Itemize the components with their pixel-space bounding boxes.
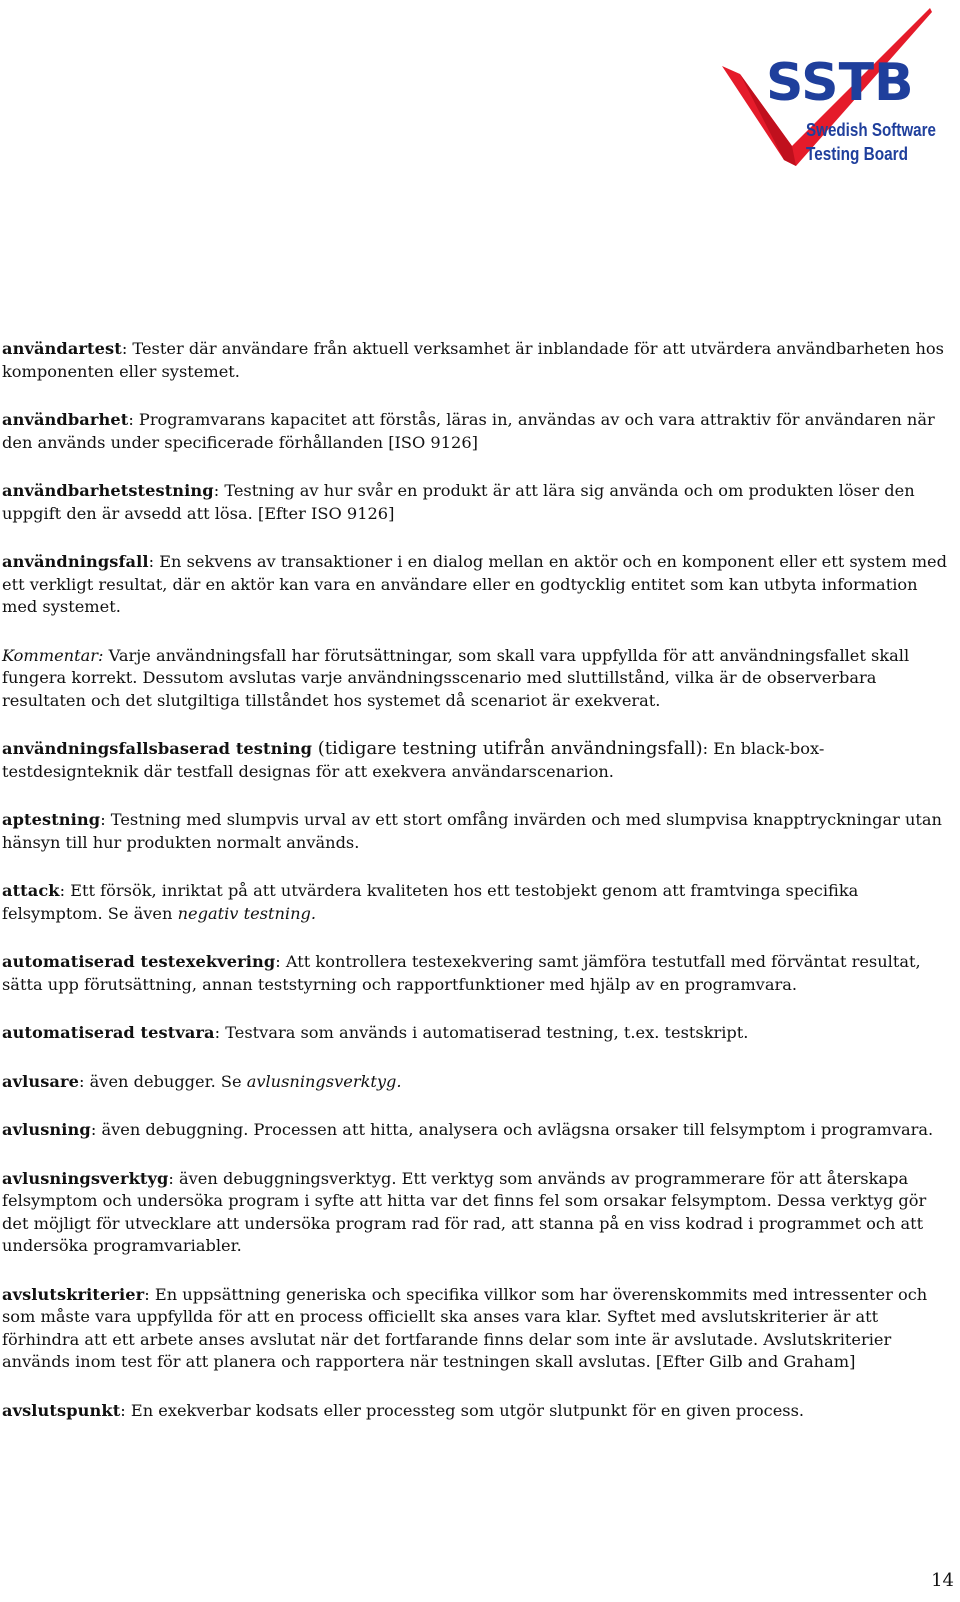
entry-term: användbarhetstestning [2,481,214,500]
glossary-entry [2,338,956,383]
glossary-entry [2,1119,956,1142]
entry-term: avslutspunkt [2,1400,121,1420]
entry-definition: : även debuggningsverktyg. Ett verktyg som används av programmerare för att återskapa felsymptom och undersöka program i syfte att hitta var det finns fel som orsakar felsymptom. Dessa verktyg gör det möjligt för utvecklare att undersöka program rad för rad, att stanna på en viss kodrad i programmet och att undersöka programvariabler. [2,1168,927,1255]
entry-definition: : Ett försök, inriktat på att utvärdera kvaliteten hos ett testobjekt genom att framtvinga specifika felsymptom. Se även [2,881,859,923]
entry-term: avlusning [2,1120,91,1139]
glossary-entry [2,1400,956,1423]
entry-definition: : Testning med slumpvis urval av ett stort omfång invärden och med slumpvisa knapptryckningar utan hänsyn till hur produkten normalt används. [2,810,942,852]
entry-definition: : En sekvens av transaktioner i en dialog mellan en aktör och en komponent eller ett system med ett verkligt resultat, där en aktör kan vara en användare eller en godtycklig entitet som kan utbyta information med systemet. [2,552,947,616]
logo-subtitle-line2: Testing Board [806,144,908,164]
glossary-entry [2,1284,956,1374]
entry-term: avslutskriterier [2,1284,145,1304]
entry-definition: : En uppsättning generiska och specifika villkor som har överenskommits med intressenter och som måste vara uppfyllda för att en process officiellt ska anses vara klar. Syftet med avslutskriterier är att förhindra att ett arbete anses avslutat när det fortfarande finns delar som inte är avslutade. Avslutskriterier används inom test för att planera och rapportera när testningen skall avslutas. [Efter Gilb and Graham] [2,1284,928,1371]
entry-definition: : Testvara som används i automatiserad testning, t.ex. testskript. [214,1023,749,1042]
entry-definition: : En exekverbar kodsats eller processteg som utgör slutpunkt för en given process. [120,1400,805,1420]
entry-term: avlusningsverktyg [2,1168,169,1188]
glossary-entry [2,809,956,854]
logo-title: SSTB [766,53,914,113]
comment-label: Kommentar: [2,645,104,665]
glossary-entry [2,551,956,619]
entry-term: aptestning [2,810,101,829]
entry-see-also: avlusningsverktyg. [246,1071,402,1091]
entry-term: automatiserad testvara [2,1023,215,1042]
entry-term: användbarhet [2,410,129,429]
page-number: 14 [931,1570,954,1591]
entry-see-also: negativ testning. [177,903,317,923]
glossary-content [2,338,956,1448]
entry-term: användartest [2,339,122,358]
entry-definition: : Programvarans kapacitet att förstås, läras in, användas av och vara attraktiv för användaren när den används under specificerade förhållanden [ISO 9126] [2,410,935,452]
glossary-entry [2,1071,956,1094]
entry-term: automatiserad testexekvering [2,952,276,971]
glossary-entry [2,880,956,925]
entry-definition: : även debuggning. Processen att hitta, analysera och avlägsna orsaker till felsymptom i programvara. [90,1120,934,1139]
sstb-logo-graphic [722,8,952,168]
glossary-entry [2,1022,956,1045]
entry-definition: : Testning av hur svår en produkt är att lära sig använda och om produkten löser den uppgift den är avsedd att lösa. [Efter ISO 9126] [2,481,915,523]
entry-term: användningsfall [2,552,149,571]
entry-definition: : En black-box-testdesignteknik där testfall designas för att exekvera användarscenarion. [2,739,825,781]
entry-definition: : även debugger. Se [79,1071,247,1091]
entry-alternate-term: (tidigare testning utifrån användningsfall) [312,738,703,759]
entry-term: avlusare [2,1071,80,1091]
entry-term: attack [2,881,60,900]
entry-definition: : Att kontrollera testexekvering samt jämföra testutfall med förväntat resultat, sätta upp förutsättning, annan teststyrning och rapportfunktioner med hjälp av en programvara. [2,952,921,994]
sstb-logo [722,8,952,168]
comment-text: Varje användningsfall har förutsättningar, som skall vara uppfyllda för att användningsfallet skall fungera korrekt. Dessutom avslutas varje användningsscenario med sluttillstånd, vilka är de observerbara resultaten och det slutgiltiga tillståndet hos systemet då scenariot är exekverat. [2,645,910,710]
glossary-comment [2,645,956,713]
logo-subtitle-line1: Swedish Software [806,120,936,140]
glossary-entry [2,480,956,525]
glossary-entry [2,409,956,454]
entry-term: användningsfallsbaserad testning [2,739,312,758]
glossary-entry [2,738,956,783]
glossary-entry [2,1168,956,1258]
entry-definition: : Tester där användare från aktuell verksamhet är inblandade för att utvärdera användbarheten hos komponenten eller systemet. [2,339,944,381]
glossary-entry [2,951,956,996]
